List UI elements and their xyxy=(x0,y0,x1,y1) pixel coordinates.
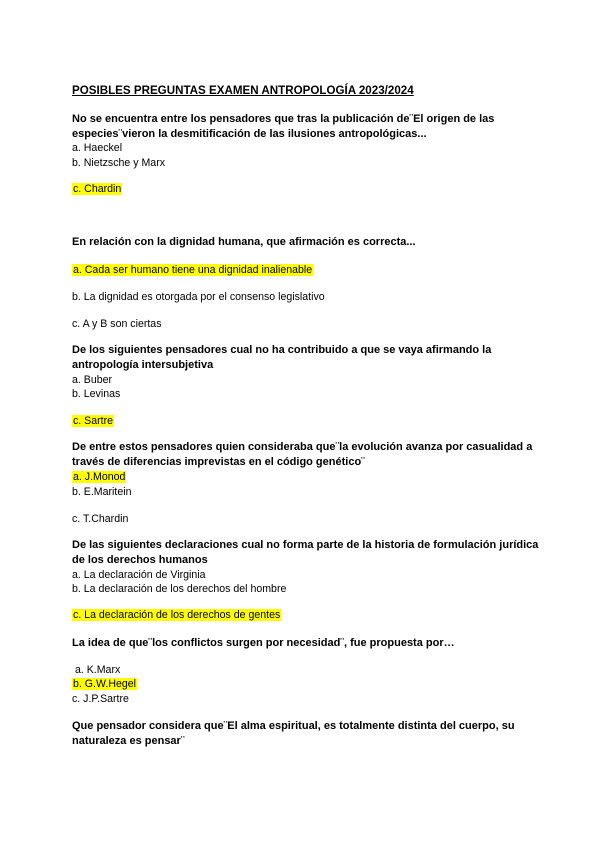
question-4-text: De entre estos pensadores quien consideraba que¨la evolución avanza por casualidad a través de diferencias imprevistas en el código genético¨ xyxy=(72,441,533,468)
highlighted-answer: a. J.Monod xyxy=(73,471,126,483)
highlighted-answer: b. G.W.Hegel xyxy=(73,678,136,690)
question-4-option-a xyxy=(72,470,126,484)
question-3-option-a: a. Buber xyxy=(72,374,113,386)
question-1-option-b: b. Nietzsche y Marx xyxy=(72,157,166,169)
question-5-option-c xyxy=(72,608,281,622)
question-2-option-c: c. A y B son ciertas xyxy=(72,318,162,330)
question-4-option-b: b. E.Maritein xyxy=(72,486,132,498)
question-5-option-a: a. La declaración de Virginia xyxy=(72,569,206,581)
question-4-option-c: c. T.Chardin xyxy=(72,513,129,525)
question-6-option-b xyxy=(72,677,137,691)
document-title: POSIBLES PREGUNTAS EXAMEN ANTROPOLOGÍA 2023/2024 xyxy=(72,84,414,97)
question-6-option-a: a. K.Marx xyxy=(72,664,121,676)
highlighted-answer: c. La declaración de los derechos de gentes xyxy=(73,609,281,621)
question-5-option-b: b. La declaración de los derechos del hombre xyxy=(72,583,287,595)
question-3-option-c xyxy=(72,414,114,428)
question-1-option-a: a. Haeckel xyxy=(72,142,123,154)
question-2-text: En relación con la dignidad humana, que afirmación es correcta... xyxy=(72,236,416,248)
question-6-option-c: c. J.P.Sartre xyxy=(72,693,129,705)
highlighted-answer: c. Chardin xyxy=(73,183,122,195)
highlighted-answer: c. Sartre xyxy=(73,415,114,427)
highlighted-answer: a. Cada ser humano tiene una dignidad inalienable xyxy=(73,264,313,276)
question-1-option-c xyxy=(72,182,122,196)
question-2-option-a xyxy=(72,263,313,277)
question-1-text: No se encuentra entre los pensadores que tras la publicación de¨El origen de las especies¨vieron la desmitificación de las ilusiones antropológicas... xyxy=(72,113,495,140)
question-3-text: De los siguientes pensadores cual no ha contribuido a que se vaya afirmando la antropología intersubjetiva xyxy=(72,344,492,371)
question-2-option-b: b. La dignidad es otorgada por el consenso legislativo xyxy=(72,291,325,303)
question-5-text: De las siguientes declaraciones cual no forma parte de la historia de formulación jurídica de los derechos humanos xyxy=(72,539,539,566)
question-3-option-b: b. Levinas xyxy=(72,388,121,400)
question-6-text: La idea de que¨los conflictos surgen por necesidad¨, fue propuesta por… xyxy=(72,637,455,649)
question-7-text: Que pensador considera que¨El alma espiritual, es totalmente distinta del cuerpo, su naturaleza es pensar¨ xyxy=(72,720,515,747)
